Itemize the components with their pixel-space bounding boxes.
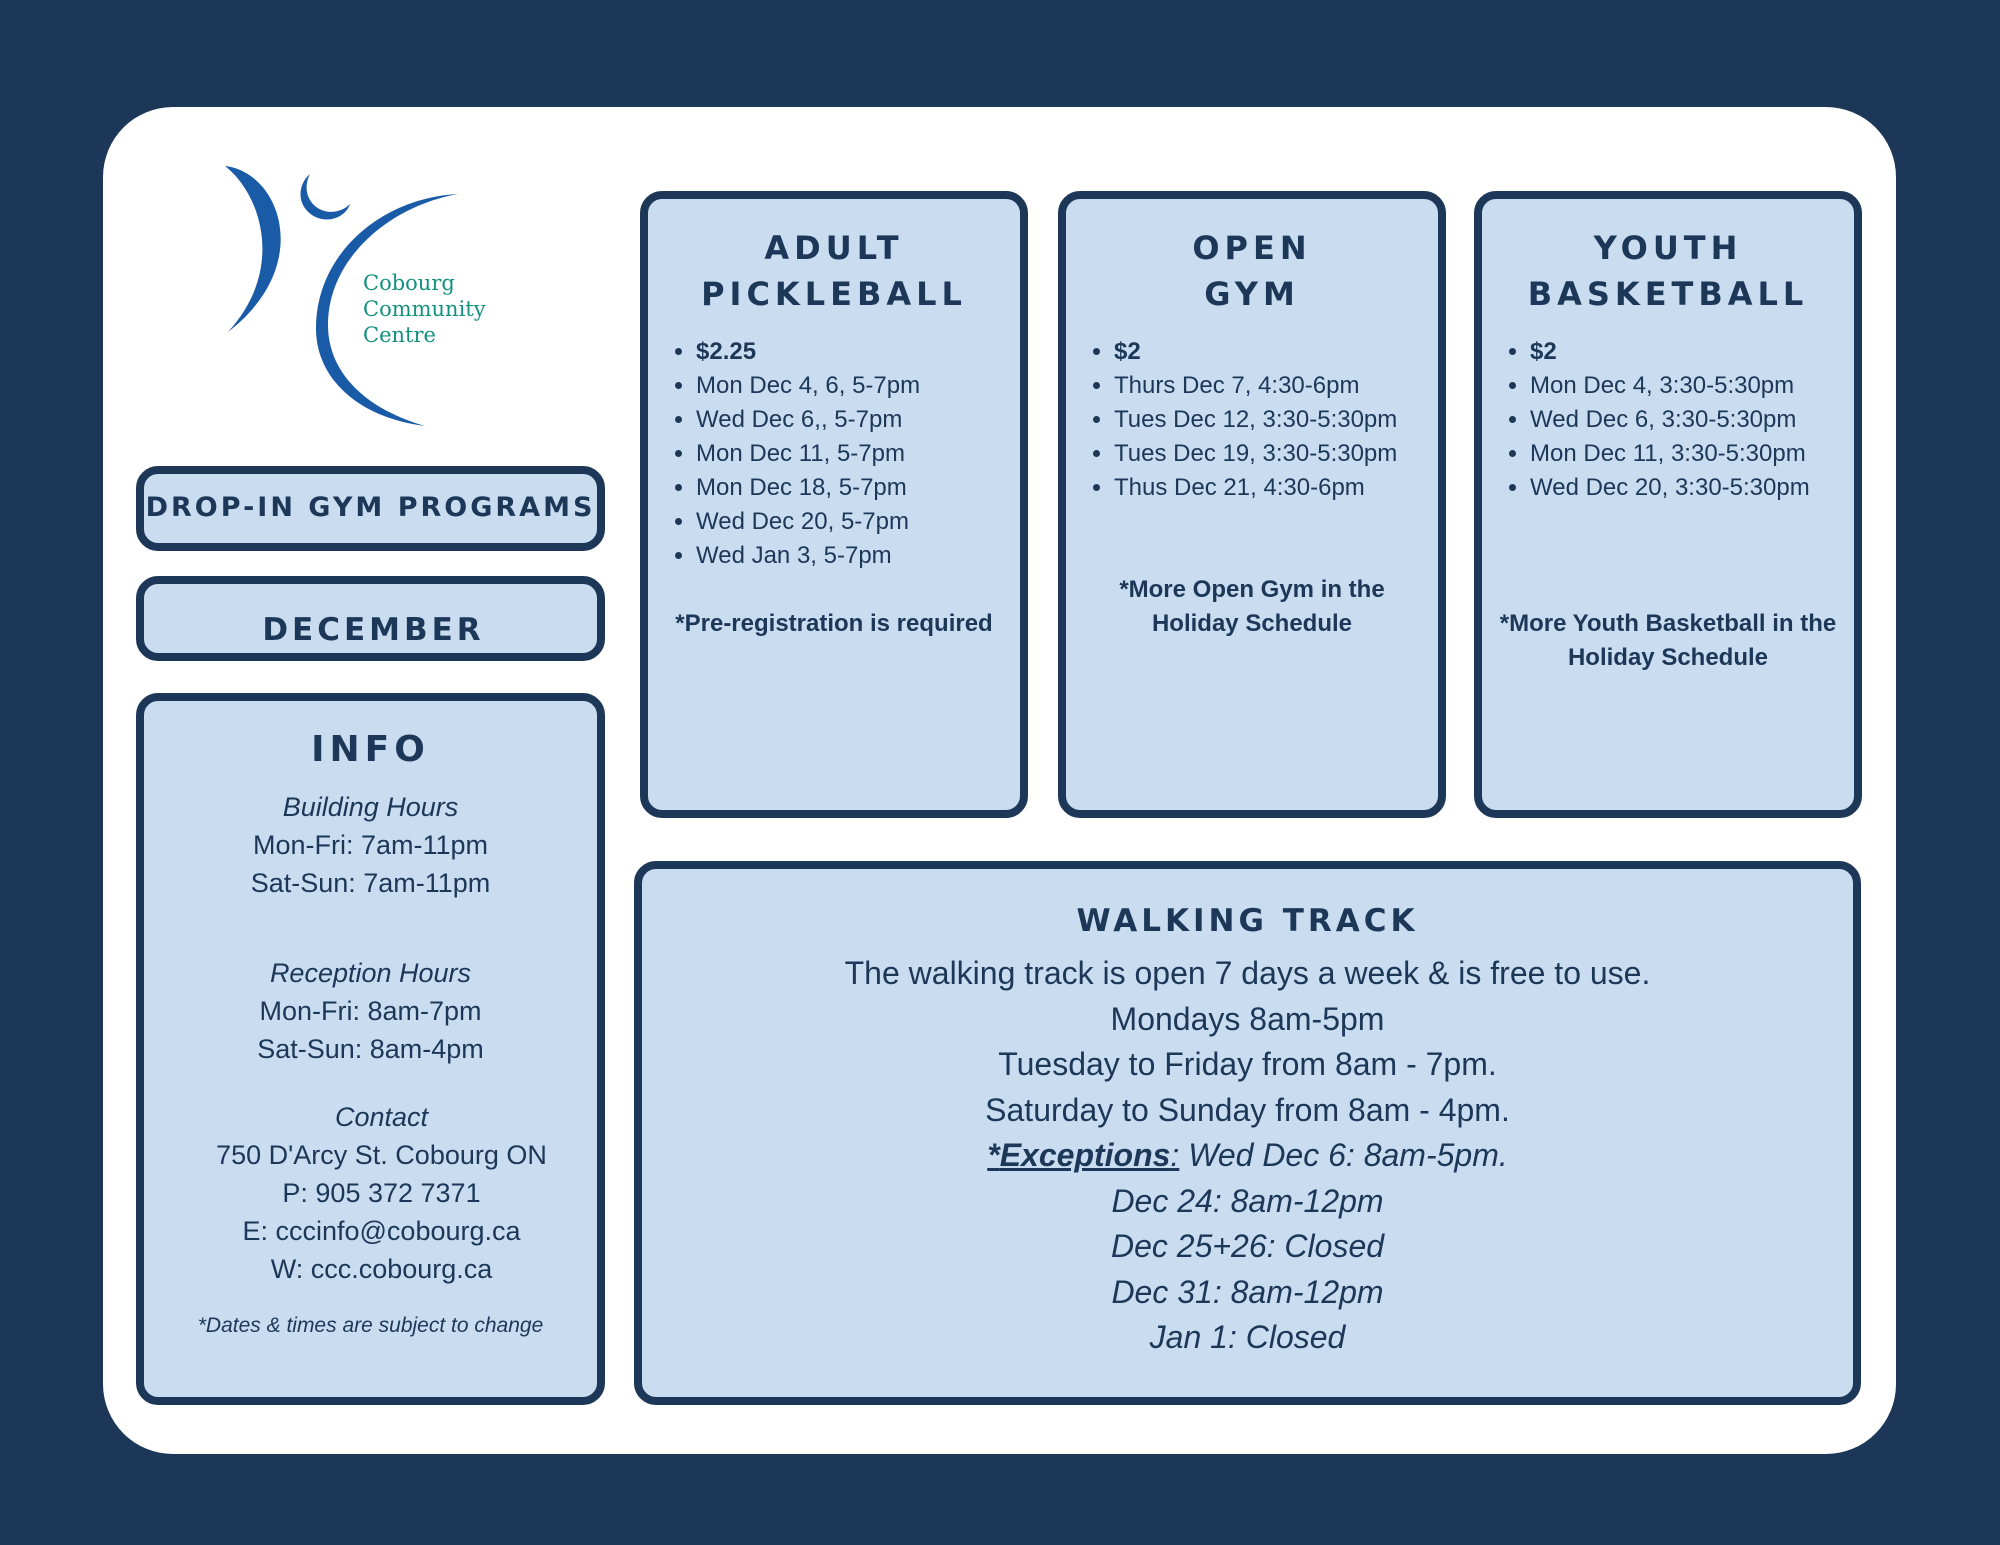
program-schedule-list	[1066, 335, 1438, 505]
exception-item: Dec 24: 8am-12pm	[1111, 1182, 1384, 1219]
walking-track-tue-fri: Tuesday to Friday from 8am - 7pm.	[998, 1046, 1497, 1082]
program-schedule-list	[1482, 335, 1854, 505]
list-item: • Mon Dec 4, 6, 5-7pm	[696, 369, 1020, 403]
program-card-youth-basketball	[1474, 191, 1862, 818]
program-price: • $2	[1114, 335, 1438, 369]
walking-track-sat-sun: Saturday to Sunday from 8am - 4pm.	[985, 1091, 1510, 1128]
reception-hours-label: Reception Hours	[269, 958, 472, 988]
walking-track-exceptions	[642, 1133, 1853, 1179]
info-disclaimer: *Dates & times are subject to change	[197, 1314, 544, 1337]
contact-address: 750 D'Arcy St. Cobourg ON	[216, 1140, 547, 1170]
list-item: • Thurs Dec 7, 4:30-6pm	[1114, 369, 1438, 403]
program-price: • $2	[1530, 335, 1854, 369]
program-card-title-line-1: ADULT	[764, 229, 904, 267]
logo-text	[363, 270, 486, 348]
month-title: DECEMBER	[262, 612, 485, 648]
program-card-title-line-1: OPEN	[1192, 229, 1312, 267]
walking-track-heading: WALKING TRACK	[1076, 903, 1419, 939]
walking-track-panel	[634, 861, 1861, 1405]
logo-line-3: Centre	[363, 323, 436, 347]
exception-item: Dec 25+26: Closed	[1110, 1228, 1385, 1264]
logo-line-2: Community	[363, 297, 486, 321]
list-item: • Wed Dec 6,, 5-7pm	[696, 403, 1020, 437]
list-item: • Mon Dec 11, 3:30-5:30pm	[1530, 437, 1854, 471]
program-card-title-line-1: YOUTH	[1593, 229, 1743, 267]
program-price: • $2.25	[696, 335, 1020, 369]
list-item: • Mon Dec 18, 5-7pm	[696, 471, 1020, 505]
program-card-title	[1482, 225, 1854, 317]
program-note: *More Youth Basketball in the Holiday Schedule	[1499, 610, 1837, 671]
list-item: • Mon Dec 11, 5-7pm	[696, 437, 1020, 471]
program-card-title	[648, 225, 1020, 317]
reception-hours-weekday: Mon-Fri: 8am-7pm	[259, 996, 482, 1026]
list-item: • Wed Dec 20, 5-7pm	[696, 505, 1020, 539]
exception-item: Dec 31: 8am-12pm	[1111, 1273, 1384, 1310]
program-card-title	[1066, 225, 1438, 317]
exception-item: Jan 1: Closed	[1149, 1319, 1346, 1355]
program-card-title-line-2: BASKETBALL	[1527, 275, 1809, 313]
list-item: • Tues Dec 12, 3:30-5:30pm	[1114, 403, 1438, 437]
program-note: *Pre-registration is required	[675, 610, 993, 637]
program-card-title-line-2: GYM	[1204, 275, 1300, 313]
contact-phone: P: 905 372 7371	[282, 1178, 481, 1208]
contact-email: E: cccinfo@cobourg.ca	[242, 1216, 521, 1246]
exceptions-prefix: *	[987, 1137, 1000, 1173]
exceptions-colon: :	[1170, 1137, 1180, 1173]
list-item: • Wed Dec 6, 3:30-5:30pm	[1530, 403, 1854, 437]
list-item: • Wed Dec 20, 3:30-5:30pm	[1530, 471, 1854, 505]
building-hours-weekend: Sat-Sun: 7am-11pm	[250, 868, 491, 898]
building-hours-label: Building Hours	[282, 792, 459, 822]
building-hours-weekday: Mon-Fri: 7am-11pm	[252, 830, 489, 860]
contact-website: W: ccc.cobourg.ca	[270, 1254, 493, 1284]
reception-hours-weekend: Sat-Sun: 8am-4pm	[257, 1034, 484, 1064]
program-card-title-line-2: PICKLEBALL	[701, 275, 967, 313]
info-panel	[136, 693, 605, 1405]
info-heading: INFO	[311, 729, 430, 770]
exceptions-first: Wed Dec 6: 8am-5pm.	[1179, 1137, 1508, 1173]
walking-track-mondays: Mondays 8am-5pm	[1110, 1000, 1385, 1037]
list-item: • Mon Dec 4, 3:30-5:30pm	[1530, 369, 1854, 403]
contact-label: Contact	[334, 1102, 429, 1132]
list-item: • Tues Dec 19, 3:30-5:30pm	[1114, 437, 1438, 471]
walking-track-intro: The walking track is open 7 days a week & is free to use.	[844, 955, 1651, 991]
program-title: DROP-IN GYM PROGRAMS	[145, 492, 596, 523]
program-title-banner	[136, 466, 605, 551]
list-item: • Wed Jan 3, 5-7pm	[696, 539, 1020, 573]
month-banner	[136, 576, 605, 661]
program-schedule-list	[648, 335, 1020, 573]
exceptions-label: Exceptions	[999, 1137, 1171, 1173]
program-card-open-gym	[1058, 191, 1446, 818]
program-card-adult-pickleball	[640, 191, 1028, 818]
list-item: • Thus Dec 21, 4:30-6pm	[1114, 471, 1438, 505]
program-note: *More Open Gym in the Holiday Schedule	[1119, 576, 1385, 637]
logo-line-1: Cobourg	[363, 271, 455, 295]
